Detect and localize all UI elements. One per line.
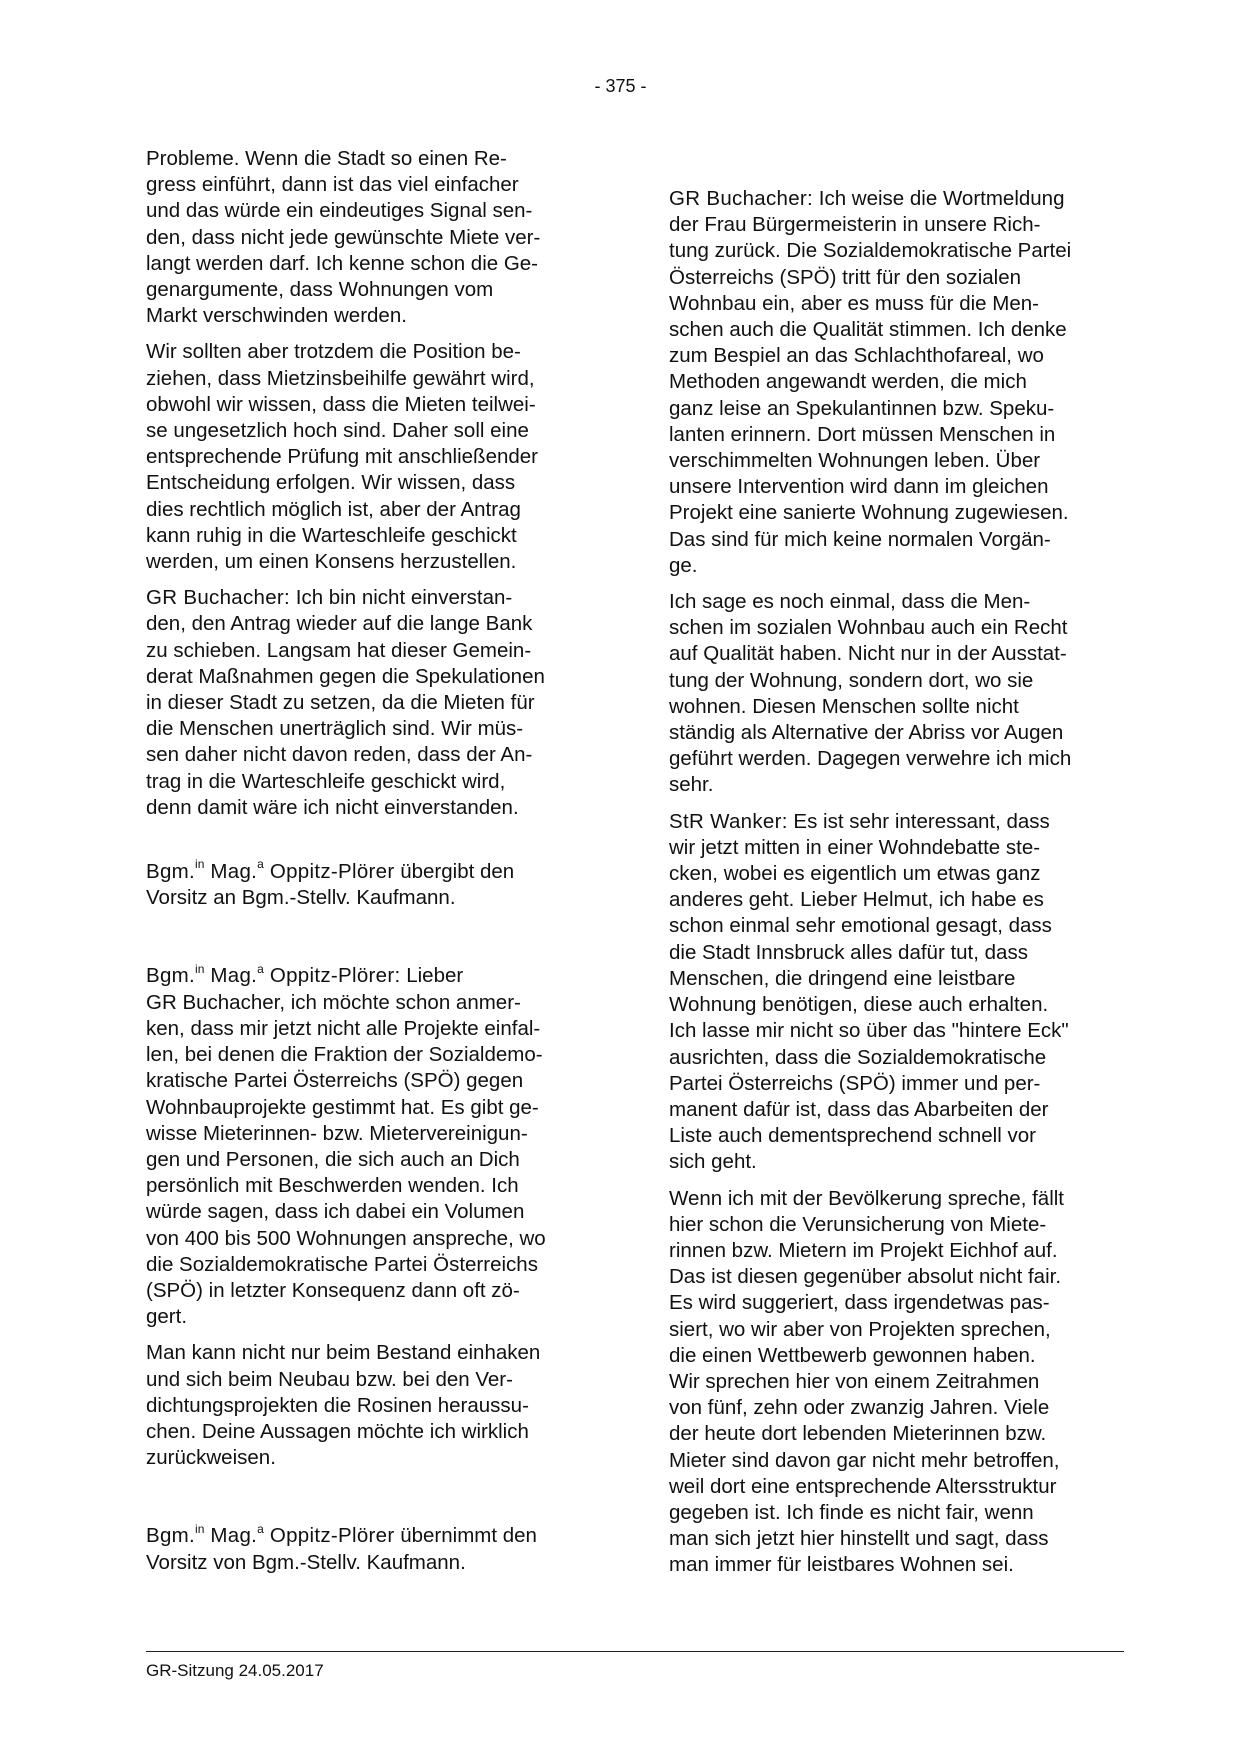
speaker-name: Oppitz-Plörer <box>263 1524 395 1548</box>
paragraph: Ich sage es noch einmal, dass die Men- schen im sozialen Wohnbau auch ein Recht auf Qualität haben. Nicht nur in der Ausstat- tung der Wohnung, sondern dort, wo sie wohnen. Diesen Menschen sollte nicht ständig als Alternative der Abriss vor Augen geführt werden. Dagegen verwehre ich mich sehr. <box>669 590 1072 797</box>
speech-text: Lieber GR Buchacher, ich möchte schon anmer- ken, dass mir jetzt nicht alle Projekte einfal- len, bei denen die Fraktion der Sozialdemo- kratische Partei Österreichs (SPÖ) gegen Wohnbauprojekte gestimmt hat. Es gibt ge- wisse Mieterinnen- bzw. Mietervereinigun- gen und Personen, die sich auch an Dich persönlich mit Beschwerden wenden. Ich würde sagen, dass ich dabei ein Volumen von 400 bis 500 Wohnungen anspreche, wo die Sozialdemokratische Partei Österreichs (SPÖ) in letzter Konsequenz dann oft zö- gert. <box>146 964 546 1329</box>
superscript: a <box>257 1521 264 1536</box>
speaker-title: Mag. <box>204 860 258 884</box>
speaker-name: StR Wanker: <box>669 809 788 833</box>
right-column <box>669 186 1124 1589</box>
speaker-name: GR Buchacher: <box>669 187 814 210</box>
speaker-name: GR Buchacher: <box>146 586 291 610</box>
paragraph: Wenn ich mit der Bevölkerung spreche, fällt hier schon die Verunsicherung von Miete- rinnen bzw. Mietern im Projekt Eichhof auf. Das ist diesen gegenüber absolut nicht fair. Es wird suggeriert, dass irgendetwas pas- siert, wo wir aber von Projekten sprechen, die einen Wettbewerb gewonnen haben. Wir sprechen hier von einem Zeitrahmen von fünf, zehn oder zwanzig Jahren. Viele der heute dort lebenden Mieterinnen bzw. Mieter sind davon gar nicht mehr betroffen, weil dort eine entsprechende Altersstruktur gegeben ist. Ich finde es nicht fair, wenn man sich jetzt hier hinstellt und sagt, dass man immer für leistbares Wohnen sei. <box>669 1186 1065 1577</box>
chair-resume-note <box>146 1523 598 1575</box>
speaker-name: Oppitz-Plörer <box>263 860 395 884</box>
note-text: übergibt den Vorsitz an Bgm.-Stellv. Kaufmann. <box>146 860 515 910</box>
left-column <box>146 146 598 1586</box>
chair-handover-note <box>146 859 598 911</box>
speaker-title: Mag. <box>204 1524 258 1548</box>
superscript: in <box>195 1521 205 1536</box>
speaker-title: Bgm. <box>146 964 196 988</box>
footer-divider <box>146 1651 1124 1652</box>
paragraph: Wir sollten aber trotzdem die Position be- ziehen, dass Mietzinsbeihilfe gewährt wird, obwohl wir wissen, dass die Mieten teilwei- se ungesetzlich hoch sind. Daher soll eine entsprechende Prüfung mit anschließender Entscheidung erfolgen. Wir wissen, dass dies rechtlich möglich ist, aber der Antrag kann ruhig in die Warteschleife geschickt werden, um einen Konsens herzustellen. <box>146 340 539 574</box>
speaker-name: Oppitz-Plörer: <box>263 964 401 988</box>
speech-oppitz-ploerer <box>146 963 598 1330</box>
footer-session-date: GR-Sitzung 24.05.2017 <box>146 1661 324 1680</box>
superscript: in <box>195 961 205 976</box>
page-number: - 375 - <box>594 76 647 96</box>
speaker-title: Bgm. <box>146 1524 196 1548</box>
superscript: in <box>195 857 205 872</box>
speaker-title: Bgm. <box>146 860 196 884</box>
paragraph: Probleme. Wenn die Stadt so einen Re- gress einführt, dann ist das viel einfacher und das würde ein eindeutiges Signal sen- den, dass nicht jede gewünschte Miete ver- langt werden darf. Ich kenne schon die Ge- genargumente, dass Wohnungen vom Markt verschwinden werden. <box>146 147 541 328</box>
note-text: übernimmt den Vorsitz von Bgm.-Stellv. Kaufmann. <box>146 1524 537 1574</box>
speech-buchacher <box>146 585 598 821</box>
speech-wanker <box>669 809 1124 1176</box>
superscript: a <box>257 857 264 872</box>
speech-text: Ich weise die Wortmeldung der Frau Bürgermeisterin in unsere Rich- tung zurück. Die Sozialdemokratische Partei Österreichs (SPÖ) tritt für den sozialen Wohnbau ein, aber es muss für die Men- schen auch die Qualität stimmen. Ich denke zum Bespiel an das Schlachthofareal, wo Methoden angewandt werden, die mich ganz leise an Spekulantinnen bzw. Speku- lanten erinnern. Dort müssen Menschen in verschimmelten Wohnungen leben. Über unsere Intervention wird dann im gleichen Projekt eine sanierte Wohnung zugewiesen. Das sind für mich keine normalen Vorgän- ge. <box>669 187 1072 577</box>
speaker-title: Mag. <box>204 964 258 988</box>
speech-text: Ich bin nicht einverstan- den, den Antrag wieder auf die lange Bank zu schieben. Langsam hat dieser Gemein- derat Maßnahmen gegen die Spekulationen in dieser Stadt zu setzen, da die Mieten für die Menschen unerträglich sind. Wir müs- sen daher nicht davon reden, dass der An- trag in die Warteschleife geschickt wird, denn damit wäre ich nicht einverstanden. <box>146 586 545 819</box>
superscript: a <box>257 961 264 976</box>
speech-buchacher <box>669 186 1124 579</box>
speech-text: Es ist sehr interessant, dass wir jetzt mitten in einer Wohndebatte ste- cken, wobei es eigentlich um etwas ganz anderes geht. Lieber Helmut, ich habe es schon einmal sehr emotional gesagt, dass die Stadt Innsbruck alles dafür tut, dass Menschen, die dringend eine leistbare Wohnung benötigen, diese auch erhalten. Ich lasse mir nicht so über das "hintere Eck" ausrichten, dass die Sozialdemokratische Partei Österreichs (SPÖ) immer und per- manent dafür ist, dass das Abarbeiten der Liste auch dementsprechend schnell vor sich geht. <box>669 809 1069 1174</box>
paragraph: Man kann nicht nur beim Bestand einhaken und sich beim Neubau bzw. bei den Ver- dichtungsprojekten die Rosinen heraussu- chen. Deine Aussagen möchte ich wirklich zurückweisen. <box>146 1341 541 1470</box>
